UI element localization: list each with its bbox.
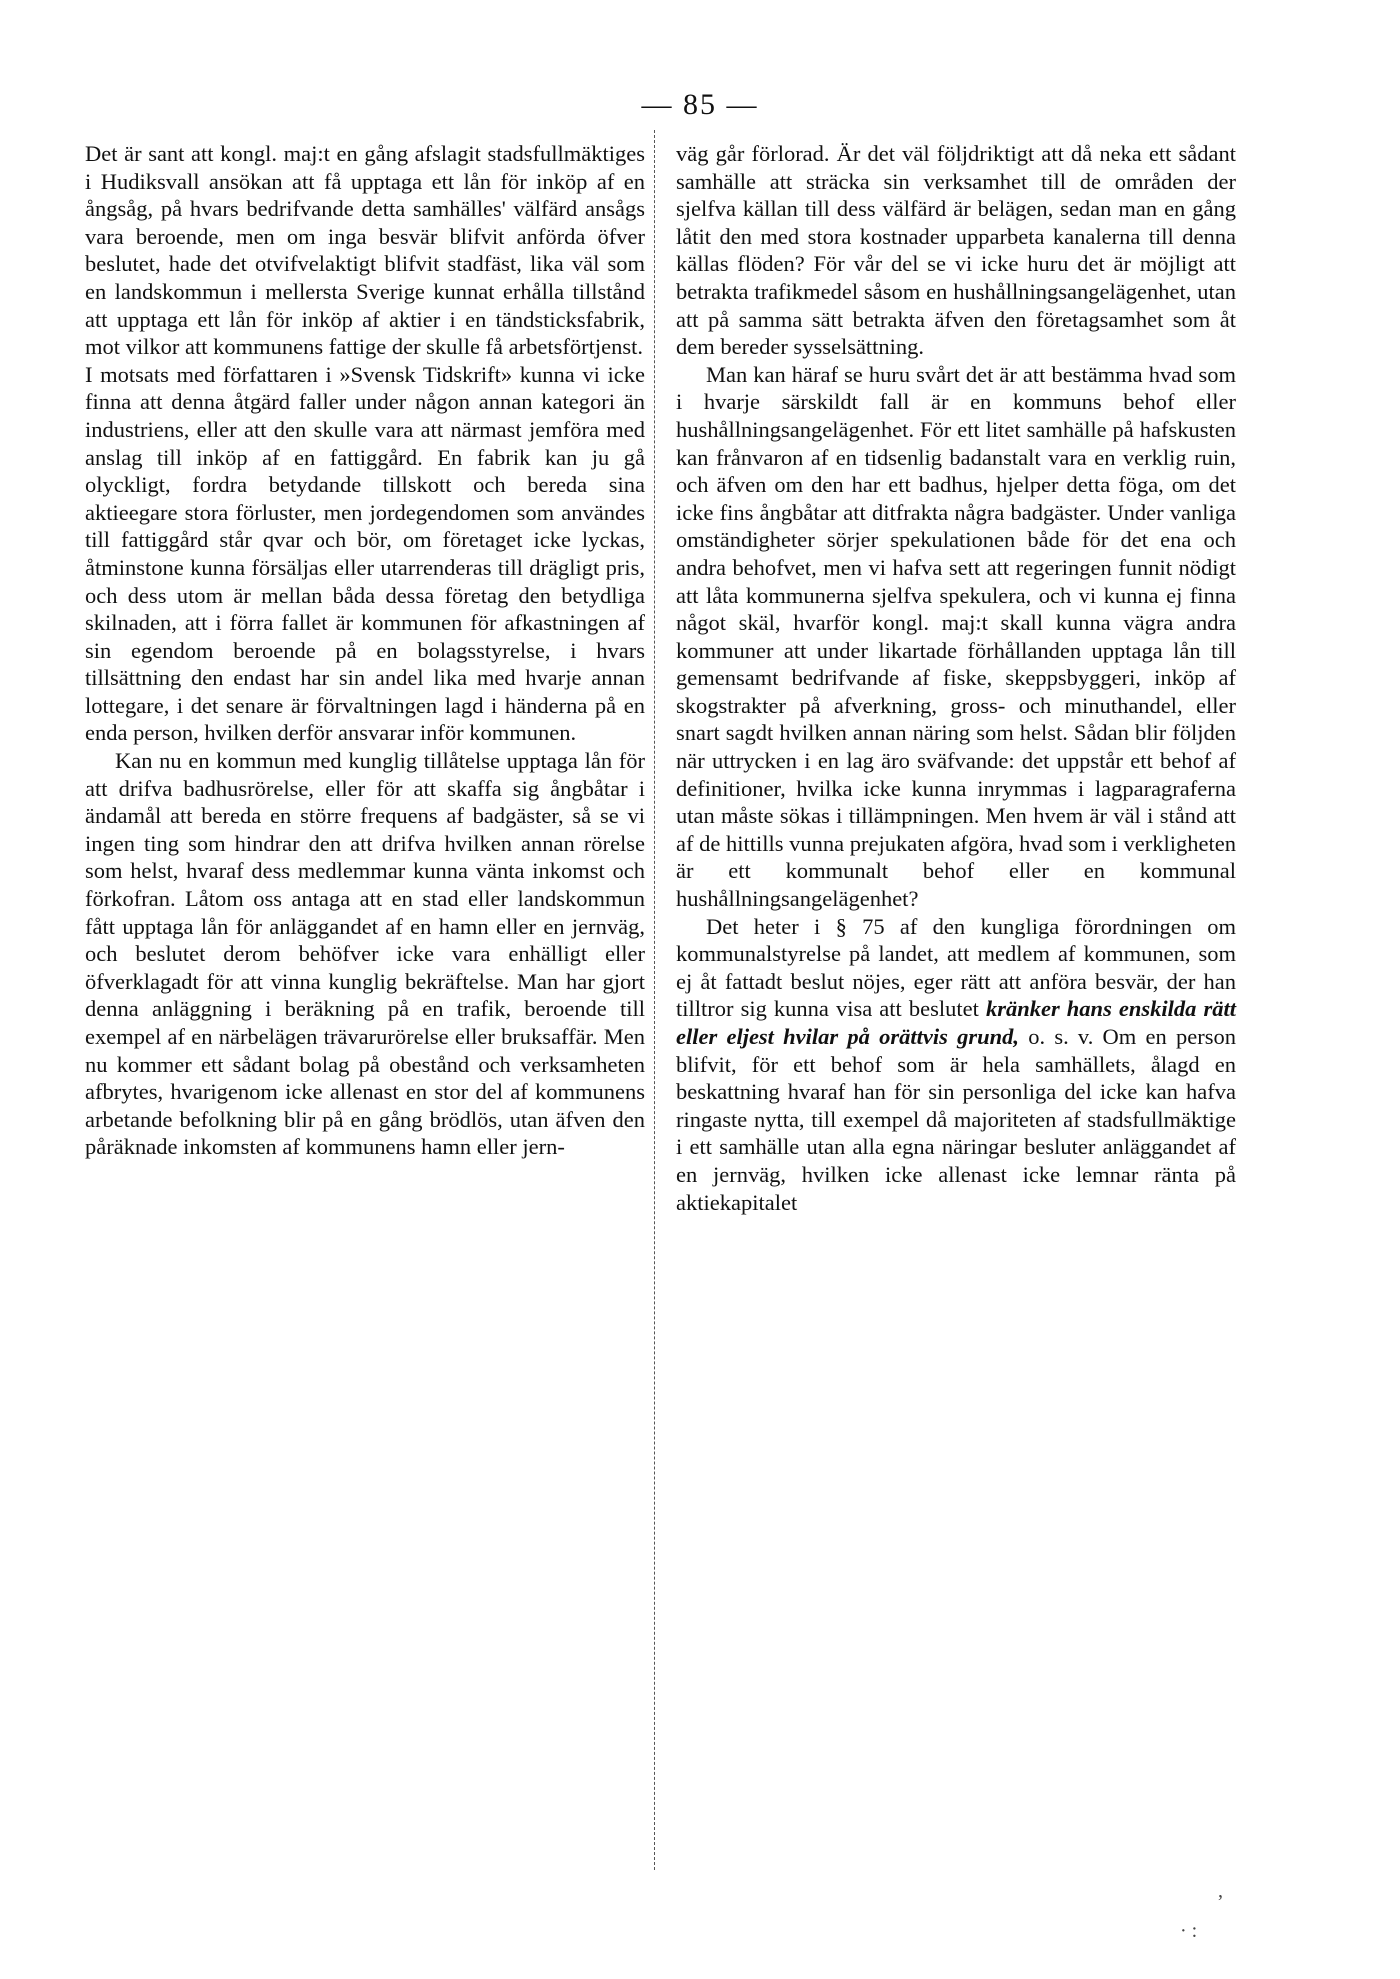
paragraph: Kan nu en kommun med kunglig tillåtelse upptaga lån för att drifva badhusrörelse, eller för att skaffa sig ångbåtar i ändamål att bereda en större frequens af badgäster, så se vi ingen ting som hindrar den att drifva hvilken annan rörelse som helst, hvaraf dess medlemmar kunna vänta inkomst och förkofran. Låtom oss antaga att en stad eller landskommun fått upptaga lån för anläggandet af en hamn eller en jernväg, och beslutet derom behöfver icke vara enhälligt eller öfverklagadt för att vinna kunglig bekräftelse. Man har gjort denna anläggning i beräkning på en trafik, beroende till exempel af en närbelägen trävarurörelse eller bruksaffär. Men nu kommer ett sådant bolag på obestånd och verksamheten afbrytes, hvarigenom icke allenast en stor del af kommunens arbetande befolkning blir på en gång brödlös, utan äfven den påräknade inkomsten af kommunens hamn eller jern- bbox=[85, 748, 645, 1160]
right-column bbox=[676, 140, 1236, 1216]
column-divider bbox=[654, 130, 655, 1870]
paragraph-text: o. s. v. Om en person blifvit, för ett behof som är hela samhällets, ålagd en beskattning hvaraf han för sin personliga del icke kan hafva ringaste nytta, till exempel då majoriteten af stadsfullmäktige i ett samhälle utan alla egna näringar besluter anläggandet af en jernväg, hvilken icke allenast icke lemnar ränta på aktiekapitalet bbox=[676, 1024, 1236, 1215]
paragraph: Det är sant att kongl. maj:t en gång afslagit stadsfullmäktiges i Hudiksvall ansökan att få upptaga ett lån för inköp af en ångsåg, på hvars bedrifvande detta samhälles' välfärd ansågs vara beroende, men om inga besvär blifvit anförda öfver beslutet, hade det otvifvelaktigt blifvit stadfäst, lika väl som en landskommun i mellersta Sverige kunnat erhålla tillstånd att upptaga ett lån för inköp af aktier i en tändsticksfabrik, mot vilkor att kommunens fattige der skulle få arbetsförtjenst. bbox=[85, 141, 645, 360]
paragraph: Man kan häraf se huru svårt det är att bestämma hvad som i hvarje särskildt fall är en kommuns behof eller hushållningsangelägenhet. För ett litet samhälle på hafskusten kan frånvaron af en tidsenlig badanstalt vara en verklig ruin, och äfven om den har ett badhus, hjelper detta föga, om det icke fins ångbåtar att ditfrakta några badgäster. Under vanliga omständigheter sörjer spekulationen både för det ena och andra behofvet, men vi hafva sett att regeringen funnit nödigt att låta kommunerna sjelfva spekulera, och vi kunna ej finna något skäl, hvarför kongl. maj:t skall kunna vägra andra kommuner att under likartade förhållanden upptaga lån till gemensamt bedrifvande af fiske, skeppsbyggeri, inköp af skogstrakter på afverkning, gross- och minuthandel, eller snart sagdt hvilken annan näring som helst. Sådan blir följden när uttrycken i en lag äro sväfvande: det uppstår ett behof af definitioner, hvilka icke kunna inrymmas i lagparagraferna utan måste sökas i tillämpningen. Men hvem är väl i stånd att af de hittills vunna prejukaten afgöra, hvad som i verkligheten är ett kommunalt behof eller en kommunal hushållningsangelägenhet? bbox=[676, 361, 1236, 912]
stray-mark: · : bbox=[1180, 1920, 1198, 1942]
paragraph-text: Det heter i § 75 af den kungliga förordningen om kommunalstyrelse på landet, att medlem af kommunen, som ej åt fattadt beslut nöjes, eger rätt att anföra besvär, der han tilltror sig kunna visa att beslutet bbox=[676, 913, 1236, 1022]
paragraph bbox=[676, 913, 1236, 1217]
paragraph: väg går förlorad. Är det väl följdriktigt att då neka ett sådant samhälle att sträcka sin verksamhet till de områden der sjelfva källan till dess välfärd är belägen, sedan man en gång låtit den med stora kostnader upparbeta kanalerna till denna källas flöden? För vår del se vi icke huru det är möjligt att betrakta trafikmedel såsom en hushållningsangelägenhet, utan att på samma sätt betrakta äfven den företagsamhet som åt dem bereder sysselsättning. bbox=[676, 141, 1236, 360]
italic-quote: kränker hans enskilda rätt eller eljest hvilar på orättvis grund, bbox=[676, 996, 1237, 1049]
paragraph: I motsats med författaren i »Svensk Tidskrift» kunna vi icke finna att denna åtgärd faller under någon annan kategori än industriens, eller att den skulle vara att närmast jemföra med anslag till inköp af en fattiggård. En fabrik kan ju gå olyckligt, fordra betydande tillskott och bereda sina aktieegare stora förluster, men jordegendomen som användes till fattiggård står qvar och bör, om företaget icke lyckas, åtminstone kunna försäljas eller utarrenderas till drägligt pris, och dess utom är mellan båda dessa företag den betydliga skilnaden, att i förra fallet är kommunen för afkastningen af sin egendom beroende på en bolagsstyrelse, i hvars tillsättning den endast har sin andel lika med hvarje annan lottegare, i det senare är förvaltningen lagd i händerna på en enda person, hvilken derför ansvarar inför kommunen. bbox=[85, 361, 645, 746]
page-number: — 85 — bbox=[641, 88, 759, 121]
left-column bbox=[85, 140, 645, 1161]
stray-mark: , bbox=[1218, 1880, 1223, 1902]
